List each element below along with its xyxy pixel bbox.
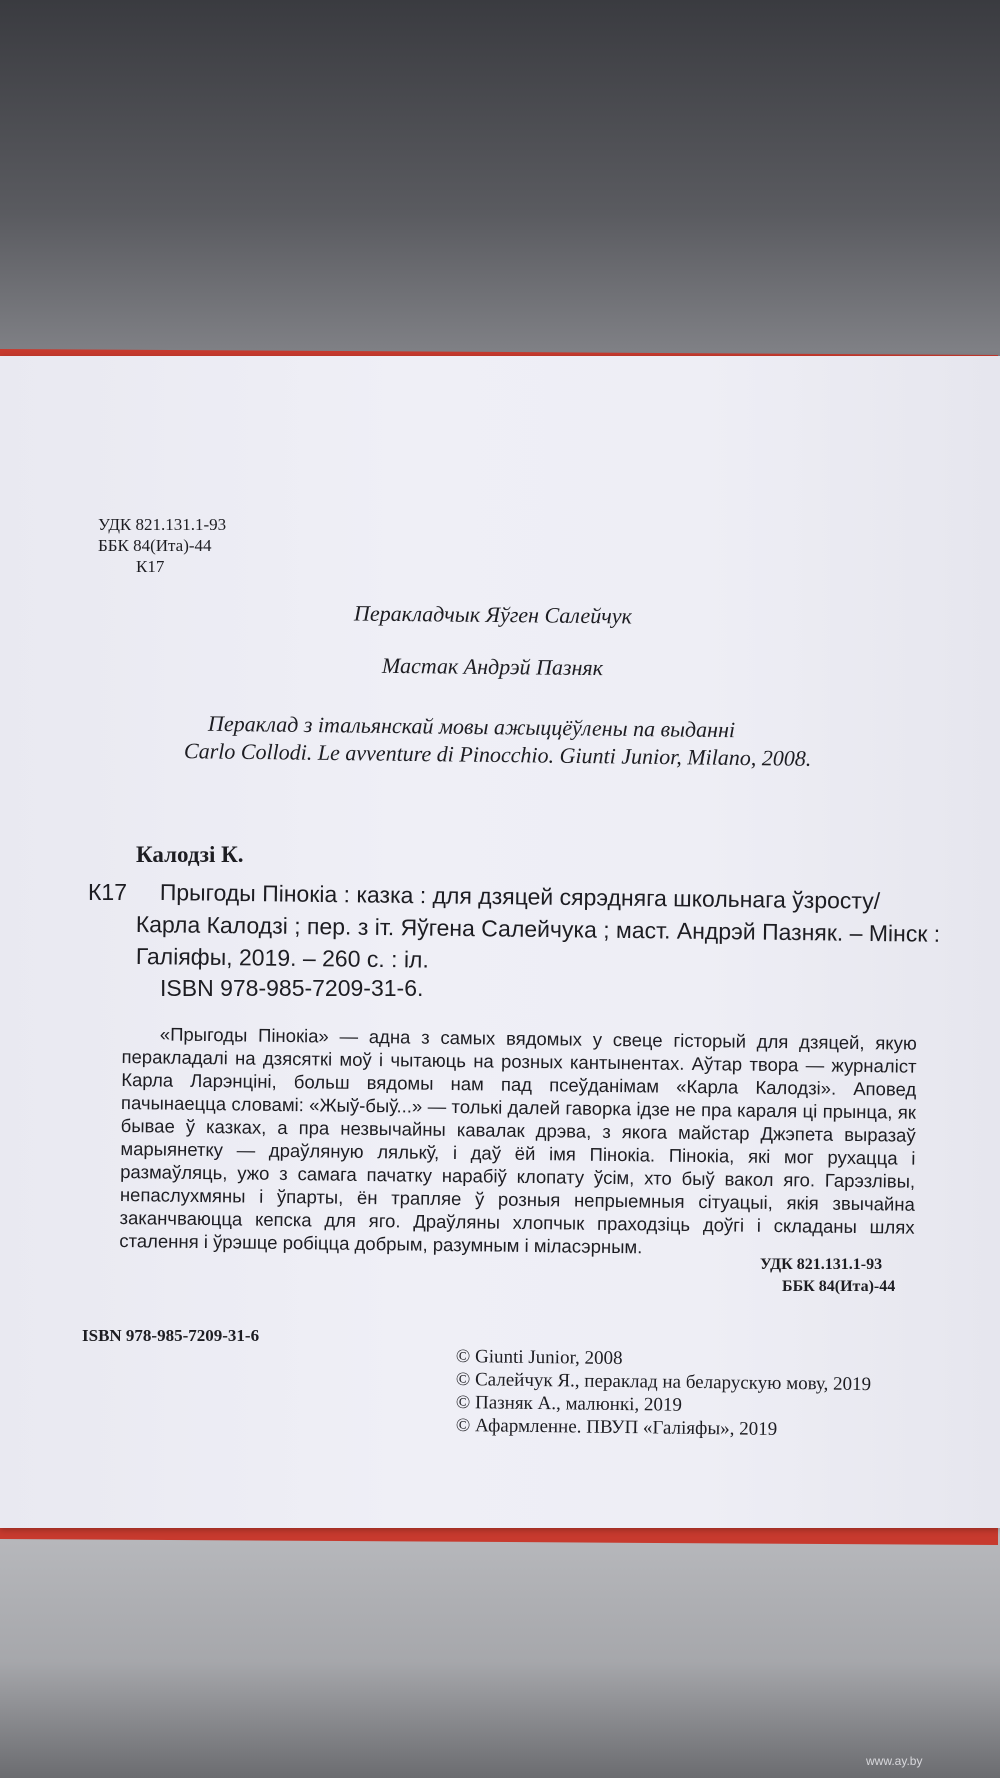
classification-bbk: ББК 84(Ита)-44 (782, 1278, 896, 1295)
catalog-bbk: ББК 84(Ита)-44 (98, 536, 212, 555)
source-note-line1: Пераклад з італьянскай мовы ажыццёўлены па выданні (207, 710, 736, 743)
classification-udk: УДК 821.131.1-93 (760, 1256, 883, 1273)
record-line3: Галіяфы, 2019. – 260 с. : іл. (135, 942, 430, 973)
illustrator-credit: Мастак Андрэй Пазняк (381, 652, 604, 681)
annotation-paragraph (119, 1022, 917, 1262)
record-line2: Карла Калодзі ; пер. з іт. Яўгена Салейчука ; маст. Андрэй Пазняк. – Мінск : (135, 910, 941, 947)
copyright-line-1: © Giunti Junior, 2008 (455, 1346, 623, 1370)
copyright-line-3: © Пазняк А., малюнкі, 2019 (455, 1392, 683, 1416)
translator-credit: Перакладчык Яўген Салейчук (353, 600, 632, 629)
record-author: Калодзі К. (136, 842, 244, 867)
record-isbn: ISBN 978-985-7209-31-6. (160, 975, 424, 1001)
catalog-udk: УДК 821.131.1-93 (98, 515, 227, 534)
annotation-text: «Прыгоды Пінокіа» — адна з самых вядомых у свеце гісторый для дзяцей, якую перакладалі на дзясяткі моў і чытаюць на розных кантынентах. Аўтар твора — журналіст Карла Ларэнціні, больш вядомы нам пад псеўданімам «Карла Калодзі». Аповед пачынаецца словамі: «Жыў-быў...» — толькі далей гаворка ідзе не пра караля ці прынца, як бывае ў казках, а пра незвычайны кавалак дрэва, з якога майстар Джэпета выразаў марыянетку — драўляную лялькў, і даў ёй імя Пінокіа. Пінокіа, які мог рухацца і размаўляць, ужо з самага пачатку нарабіў клопату ўсім, хто быў вакол яго. Гарэзлівы, непаслухмяны і ўпарты, ён трапляе ў розныя непрыемныя сітуацыі, якія звычайна заканчваюцца кепска для яго. Драўляны хлопчык праходзіць доўгі і складаны шлях сталення і ўрэшце робіцца добрым, разумным і міласэрным. (119, 1023, 917, 1258)
desk-surface (0, 1520, 1000, 1778)
site-watermark: www.ay.by (866, 1754, 923, 1768)
isbn-number: ISBN 978-985-7209-31-6 (82, 1326, 260, 1345)
record-code: К17 (88, 879, 127, 905)
copyright-line-2: © Салейчук Я., пераклад на беларускую мову, 2019 (455, 1369, 872, 1396)
source-note-line2: Carlo Collodi. Le avventure di Pinocchio. Giunti Junior, Milano, 2008. (183, 738, 812, 771)
book-page (0, 356, 1000, 1528)
record-line1: Прыгоды Пінокіа : казка : для дзяцей сярэдняга школьнага ўзросту/ (159, 878, 881, 914)
copyright-line-4: © Афармленне. ПВУП «Галіяфы», 2019 (455, 1415, 778, 1440)
catalog-code: К17 (136, 557, 165, 576)
